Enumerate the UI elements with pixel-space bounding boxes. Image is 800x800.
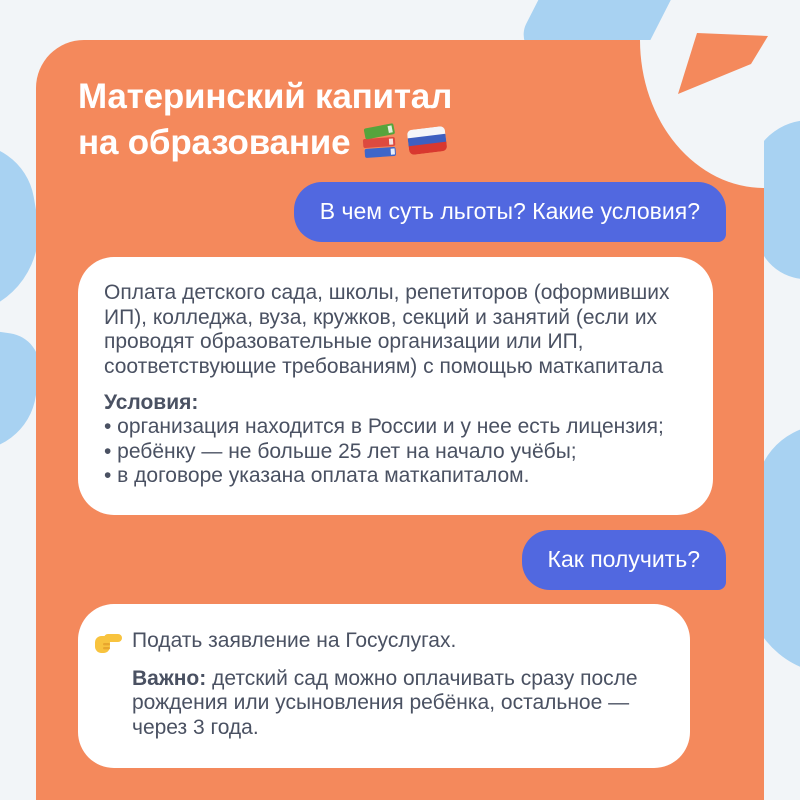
page-title [78,74,452,166]
pointing-hand-icon [94,630,122,654]
condition-item: • организация находится в России и у нее есть лицензия; [104,415,664,439]
chat-answer-1 [78,257,713,515]
important-note [94,667,666,741]
action-text: Подать заявление на Госуслугах. [132,628,457,652]
books-icon [360,123,398,159]
card-content [36,40,764,800]
page-title-line2: на образование [78,120,452,166]
chat-question-2: Как получить? [522,530,726,590]
chat-question-1: В чем суть льготы? Какие условия? [294,182,726,242]
action-row [94,628,666,654]
russia-flag-icon [405,123,449,157]
condition-item: • ребёнку — не больше 25 лет на начало учёбы; [104,439,577,463]
important-label: Важно: [132,666,207,690]
main-card [36,40,764,800]
condition-item: • в договоре указана оплата маткапиталом. [104,464,530,488]
chat-answer-2 [78,604,690,769]
answer1-paragraph: Оплата детского сада, школы, репетиторов (оформивших ИП), колледжа, вуза, кружков, секций и занятий (если их проводят образовательные организации или ИП, соответствующие требованиям) с помощью маткапитала [104,281,670,378]
page-title-line1: Материнский капитал [78,77,453,116]
card-speech-tail [676,28,770,96]
important-text: детский сад можно оплачивать сразу после рождения или усыновления ребёнка, остальное — через 3 года. [132,666,638,739]
conditions-label: Условия: [104,390,199,414]
